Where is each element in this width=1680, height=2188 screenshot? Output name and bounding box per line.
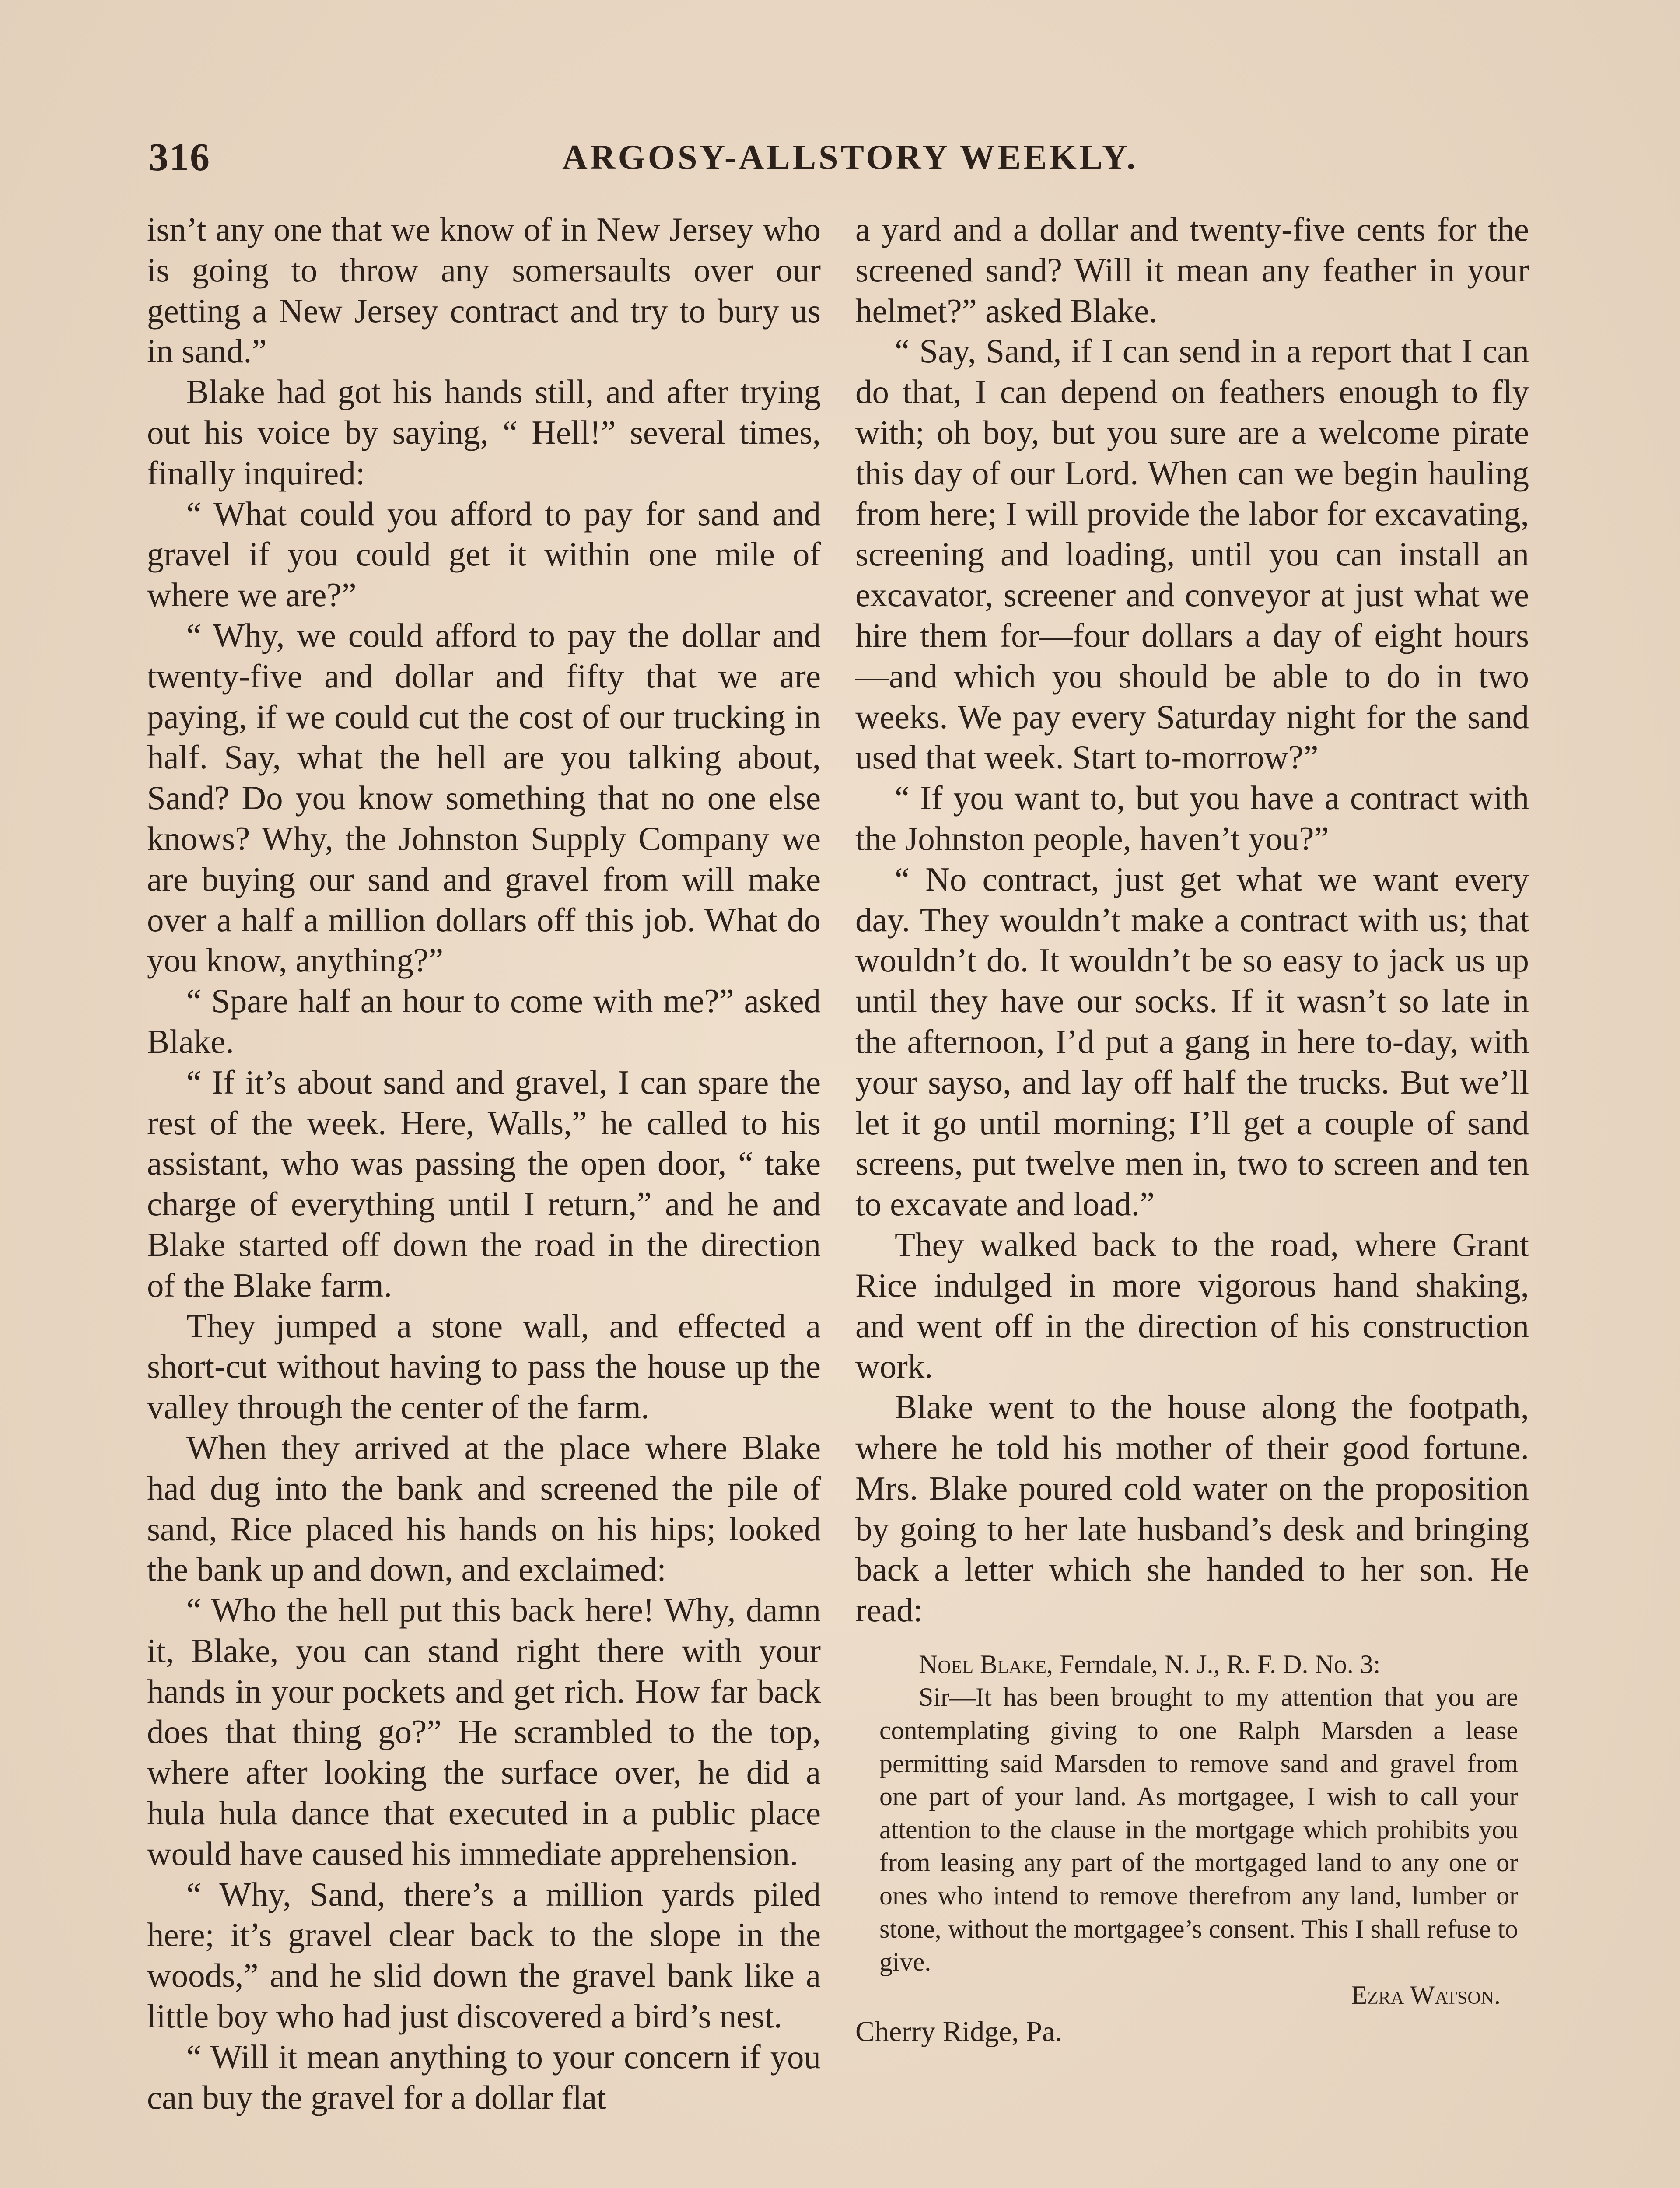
paragraph: a yard and a dollar and twenty-five cents for the screened sand? Will it mean any feather in your helmet?” asked Blake. — [855, 210, 1529, 330]
letter-address-rest: , Ferndale, N. J., R. F. D. No. 3: — [1046, 1649, 1381, 1679]
paragraph: Blake had got his hands still, and after trying out his voice by saying, “ Hell!” several times, finally inquired: — [147, 373, 821, 492]
paragraph: “ Who the hell put this back here! Why, damn it, Blake, you can stand right there with your hands in your pockets and get rich. How far back does that thing go?” He scrambled to the top, where after looking the surface over, he did a hula hula dance that executed in a public place would have caused his immediate apprehension. — [147, 1591, 821, 1872]
paragraph: They jumped a stone wall, and effected a short-cut without having to pass the house up the valley through the center of the farm. — [147, 1307, 821, 1426]
paragraph: “ Say, Sand, if I can send in a report that I can do that, I can depend on feathers enough to fly with; oh boy, but you sure are a welcome pirate this day of our Lord. When can we begin hauling from here; I will provide the labor for excavating, screening and loading, until you can install an excavator, screener and conveyor at just what we hire them for—four dollars a day of eight hours—and which you should be able to do in two weeks. We pay every Saturday night for the sand used that week. Start to-morrow?” — [855, 332, 1529, 776]
paragraph: When they arrived at the place where Blake had dug into the bank and screened the pile of sand, Rice placed his hands on his hips; looked the bank up and down, and exclaimed: — [147, 1428, 821, 1588]
letter-addressee: Noel Blake — [919, 1649, 1046, 1679]
right-column — [855, 209, 1529, 2052]
paragraph: “ If you want to, but you have a contract with the Johnston people, haven’t you?” — [855, 779, 1529, 857]
paragraph: “ Spare half an hour to come with me?” asked Blake. — [147, 982, 821, 1060]
letter-signature: Ezra Watson. — [1351, 1980, 1501, 2009]
page-header — [149, 131, 1536, 188]
paragraph: Blake went to the house along the footpath, where he told his mother of their good fortune. Mrs. Blake poured cold water on the proposition by going to her late husband’s desk and bringing back a letter which she handed to her son. He read: — [855, 1388, 1529, 1629]
paragraph: “ No contract, just get what we want every day. They wouldn’t make a contract with us; that wouldn’t do. It wouldn’t be so easy to jack us up until they have our socks. If it wasn’t so late in the afternoon, I’d put a gang in here to-day, with your sayso, and lay off half the trucks. But we’ll let it go until morning; I’ll get a couple of sand screens, put twelve men in, two to screen and ten to excavate and load.” — [855, 860, 1529, 1223]
paragraph: They walked back to the road, where Grant Rice indulged in more vigorous hand shaking, and went off in the direction of his construction work. — [855, 1225, 1529, 1385]
paragraph: “ What could you afford to pay for sand and gravel if you could get it within one mile of where we are?” — [147, 494, 821, 614]
left-column — [147, 209, 821, 2118]
paragraph: “ If it’s about sand and gravel, I can spare the rest of the week. Here, Walls,” he called to his assistant, who was passing the open door, “ take charge of everything until I return,” and he and Blake started off down the road in the direction of the Blake farm. — [147, 1063, 821, 1304]
letter-body: Sir—It has been brought to my attention that you are contemplating giving to one Ralph Marsden a lease permitting said Marsden to remove sand and gravel from one part of your land. As mortgagee, I wish to call your attention to the clause in the mortgage which prohibits you from leasing any part of the mortgaged land to any one or ones who intend to remove therefrom any land, lumber or stone, without the mortgagee’s consent. This I shall refuse to give. — [879, 1683, 1518, 1977]
paragraph: “ Why, we could afford to pay the dollar and twenty-five and dollar and fifty that we are paying, if we could cut the cost of our trucking in half. Say, what the hell are you talking about, Sand? Do you know something that no one else knows? Why, the Johnston Supply Company we are buying our sand and gravel from will make over a half a million dollars off this job. What do you know, anything?” — [147, 616, 821, 979]
page-number: 316 — [149, 136, 210, 179]
letter-address — [879, 1648, 1518, 1681]
quoted-letter — [879, 1648, 1518, 2012]
paragraph: “ Why, Sand, there’s a million yards piled here; it’s gravel clear back to the slope in the woods,” and he slid down the gravel bank like a little boy who had just discovered a bird’s nest. — [147, 1875, 821, 2035]
paragraph: “ Will it mean anything to your concern if you can buy the gravel for a dollar flat — [147, 2037, 821, 2116]
running-head: ARGOSY-ALLSTORY WEEKLY. — [562, 138, 1138, 177]
paragraph: isn’t any one that we know of in New Jersey who is going to throw any somersaults over our getting a New Jersey contract and try to bury us in sand.” — [147, 210, 821, 370]
letter-place: Cherry Ridge, Pa. — [855, 2016, 1062, 2048]
